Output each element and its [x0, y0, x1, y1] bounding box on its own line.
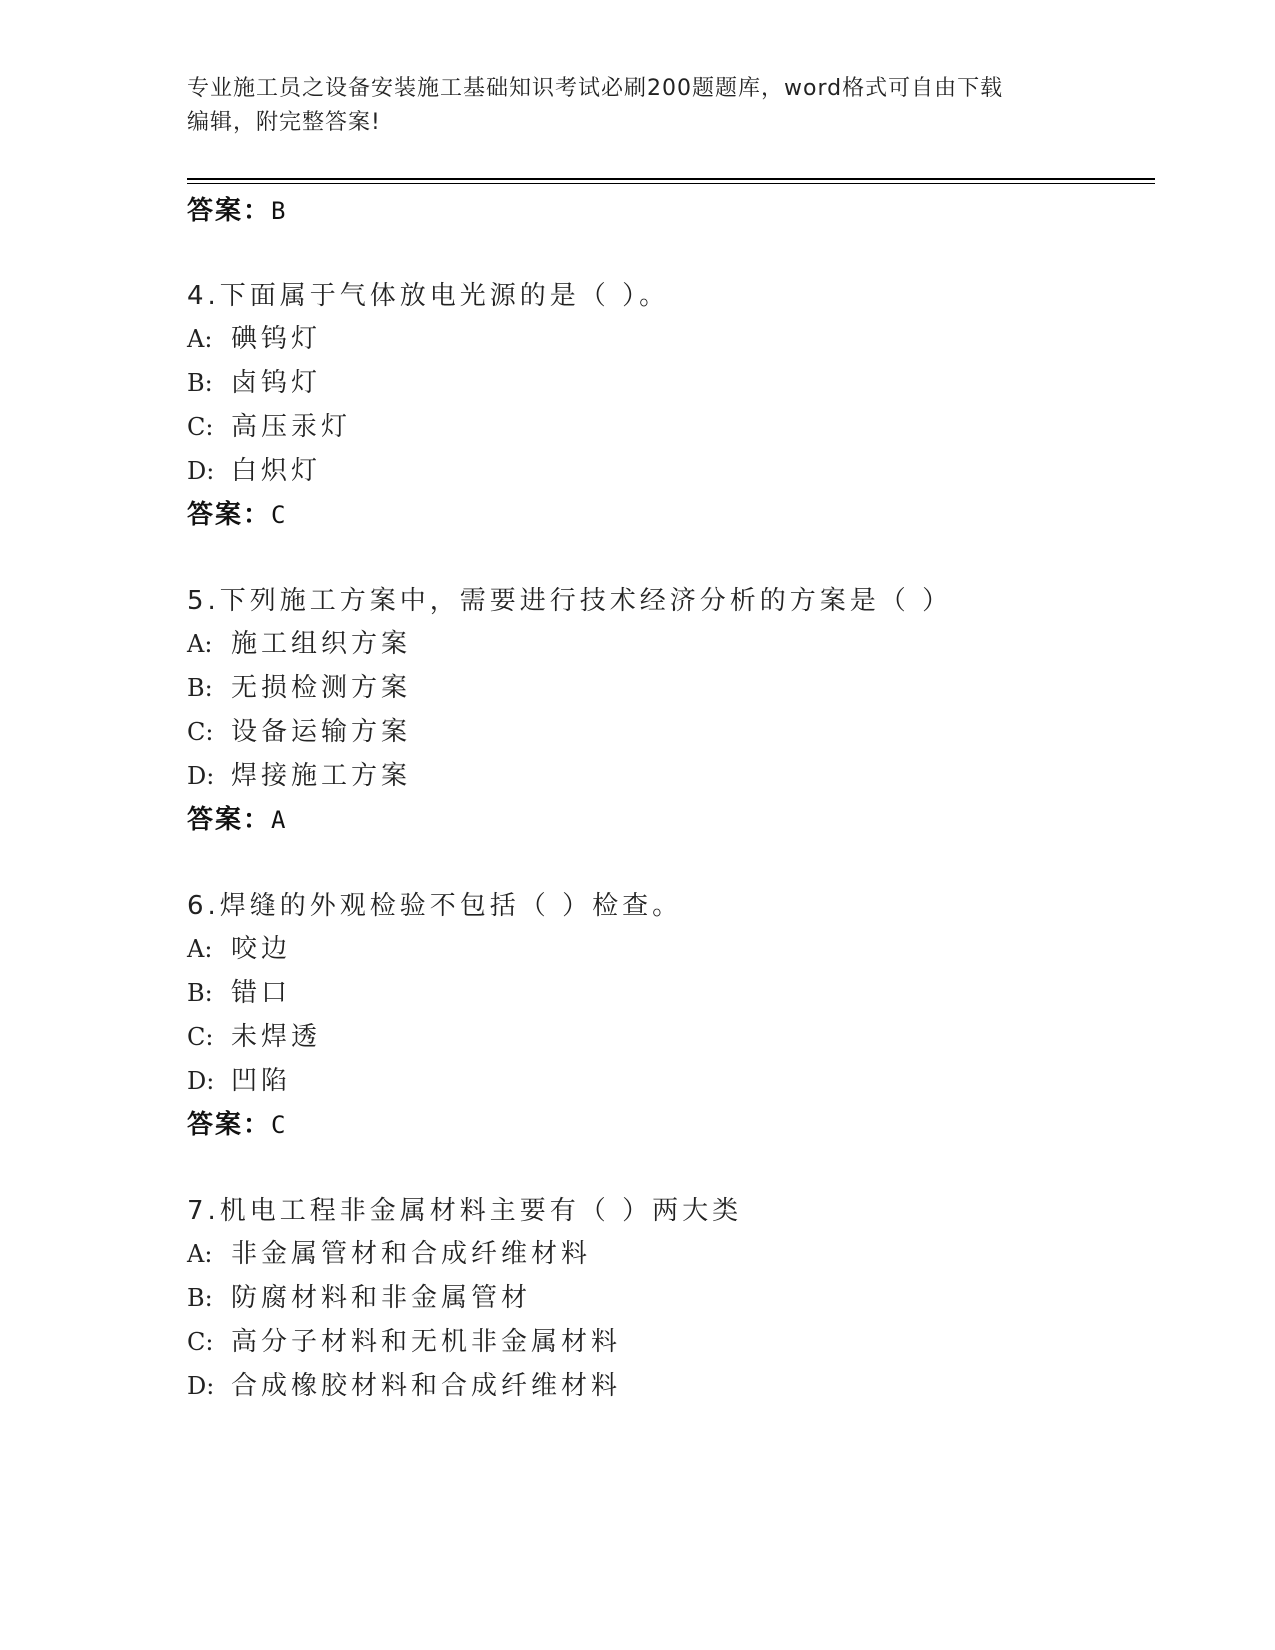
question-stem: 6.焊缝的外观检验不包括（ ）检查。 [187, 891, 683, 921]
option-c [187, 711, 411, 748]
option-letter: D: [187, 457, 215, 485]
option-text: 焊接施工方案 [231, 761, 412, 791]
question-stem: 4.下面属于气体放电光源的是（ ）。 [187, 281, 670, 311]
option-a [187, 318, 321, 355]
header-divider-thick [187, 178, 1155, 180]
option-letter: C: [187, 1023, 214, 1051]
option-text: 施工组织方案 [231, 629, 412, 659]
option-text: 碘钨灯 [231, 324, 322, 354]
option-text: 高压汞灯 [231, 412, 352, 442]
answer-line [187, 494, 287, 531]
option-d [187, 1365, 621, 1402]
answer-line [187, 799, 287, 836]
option-letter: D: [187, 1067, 215, 1095]
option-b [187, 362, 321, 399]
option-b [187, 667, 411, 704]
option-text: 未焊透 [231, 1022, 322, 1052]
option-text: 卤钨灯 [231, 368, 322, 398]
question-stem: 7.机电工程非金属材料主要有（ ）两大类 [187, 1196, 743, 1226]
option-letter: B: [187, 674, 213, 702]
option-d [187, 450, 321, 487]
option-d [187, 1060, 291, 1097]
option-text: 高分子材料和无机非金属材料 [231, 1327, 622, 1357]
option-c [187, 1016, 321, 1053]
option-a [187, 1233, 591, 1270]
option-text: 设备运输方案 [231, 717, 412, 747]
option-a [187, 623, 411, 660]
option-text: 非金属管材和合成纤维材料 [231, 1239, 592, 1269]
option-text: 凹陷 [231, 1066, 292, 1096]
option-letter: A: [187, 325, 213, 353]
option-text: 防腐材料和非金属管材 [231, 1283, 532, 1313]
answer-value: C [271, 1111, 288, 1139]
option-letter: D: [187, 762, 215, 790]
option-letter: A: [187, 630, 213, 658]
option-letter: C: [187, 1328, 214, 1356]
option-letter: A: [187, 1240, 213, 1268]
option-a [187, 928, 291, 965]
option-letter: C: [187, 413, 214, 441]
option-c [187, 406, 351, 443]
answer-line [187, 190, 287, 227]
option-b [187, 1277, 531, 1314]
option-d [187, 755, 411, 792]
header-line-1: 专业施工员之设备安装施工基础知识考试必刷200题题库，word格式可自由下载 [187, 76, 1004, 101]
question-stem: 5.下列施工方案中，需要进行技术经济分析的方案是（ ） [187, 586, 953, 616]
answer-value: A [271, 806, 288, 834]
header-line-2: 编辑，附完整答案! [187, 110, 381, 135]
option-b [187, 972, 291, 1009]
answer-value: B [271, 197, 288, 225]
option-text: 咬边 [231, 934, 292, 964]
header-divider-thin [187, 183, 1155, 184]
document-header [187, 72, 1077, 140]
option-text: 白炽灯 [231, 456, 322, 486]
option-text: 无损检测方案 [231, 673, 412, 703]
option-letter: B: [187, 1284, 213, 1312]
option-letter: B: [187, 369, 213, 397]
option-letter: D: [187, 1372, 215, 1400]
option-text: 错口 [231, 978, 292, 1008]
option-text: 合成橡胶材料和合成纤维材料 [231, 1371, 622, 1401]
option-letter: C: [187, 718, 214, 746]
answer-line [187, 1104, 287, 1141]
answer-label: 答案： [187, 196, 272, 226]
option-letter: B: [187, 979, 213, 1007]
answer-label: 答案： [187, 500, 272, 530]
answer-label: 答案： [187, 805, 272, 835]
option-c [187, 1321, 621, 1358]
answer-value: C [271, 501, 288, 529]
option-letter: A: [187, 935, 213, 963]
answer-label: 答案： [187, 1110, 272, 1140]
